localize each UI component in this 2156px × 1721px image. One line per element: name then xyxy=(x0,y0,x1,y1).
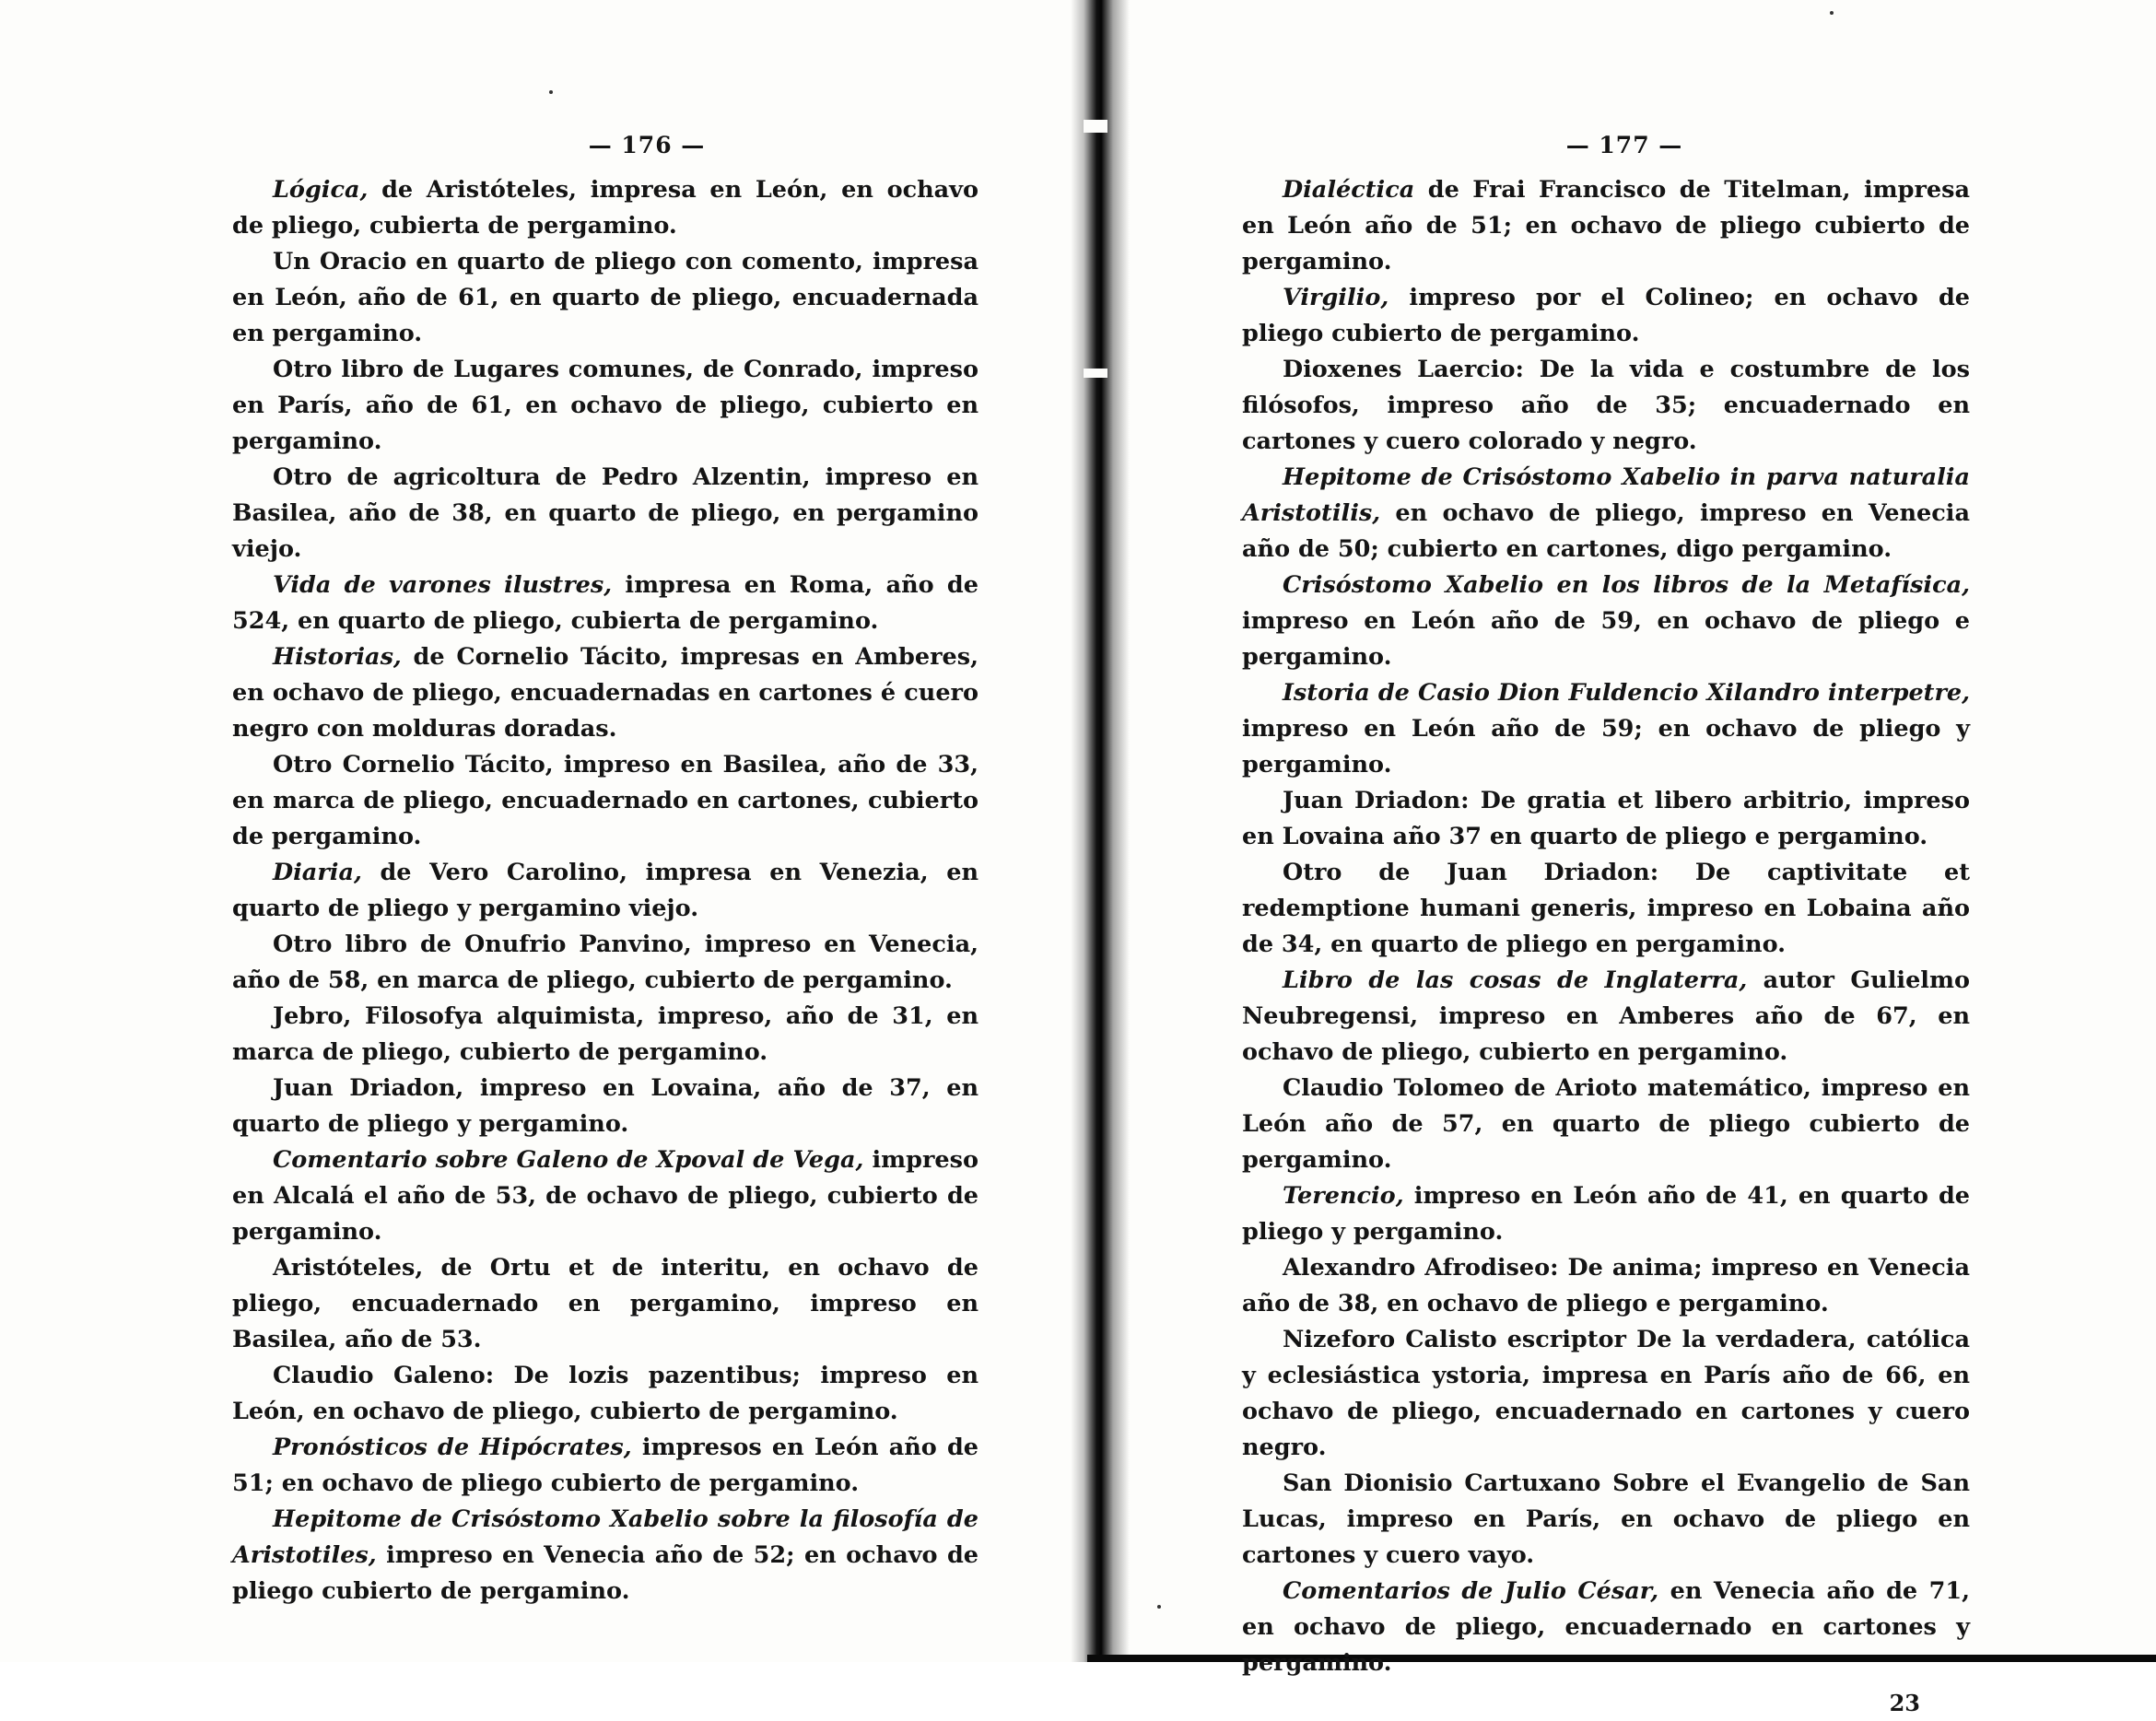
entry-text: Claudio Galeno: De lozis pazentibus; impreso en León, en ochavo de pliego, cubierto de pergamino. xyxy=(232,1362,978,1425)
catalog-entry xyxy=(232,1250,978,1358)
entry-text: Juan Driadon, impreso en Lovaina, año de 37, en quarto de pliego y pergamino. xyxy=(232,1074,978,1138)
page-number: — 177 — xyxy=(1565,132,1683,158)
catalog-entry xyxy=(232,568,978,639)
catalog-entry xyxy=(1242,280,1970,352)
entry-title: Historias, xyxy=(273,643,402,671)
catalog-entry xyxy=(1242,352,1970,460)
catalog-entry xyxy=(232,1430,978,1502)
entry-text: Otro de Juan Driadon: De captivitate et redemptione humani generis, impreso en Lobaina año de 34, en quarto de pliego en pergamino. xyxy=(1242,859,1970,958)
catalog-entry xyxy=(1242,1466,1970,1574)
gutter-notch xyxy=(1084,120,1107,133)
catalog-entry xyxy=(1242,1071,1970,1178)
entry-text: en ochavo de pliego, impreso en Venecia año de 50; cubierto en cartones, digo pergamino. xyxy=(1242,499,1970,563)
catalog-entry xyxy=(1242,172,1970,280)
catalog-entry xyxy=(232,352,978,460)
entry-text: impresos en León año de 51; en ochavo de pliego cubierto de pergamino. xyxy=(232,1434,979,1497)
catalog-entry xyxy=(232,999,978,1071)
entry-title: Vida de varones ilustres, xyxy=(273,571,613,599)
entry-text: en Venecia año de 71, en ochavo de pliego, encuadernado en cartones y pergamino. xyxy=(1242,1577,1970,1677)
catalog-entry xyxy=(232,172,978,244)
entry-title: Virgilio, xyxy=(1283,284,1389,311)
entry-text: impreso por el Colineo; en ochavo de pliego cubierto de pergamino. xyxy=(1242,284,1970,347)
entry-text: Otro de agricoltura de Pedro Alzentin, impreso en Basilea, año de 38, en quarto de pliego, en pergamino viejo. xyxy=(232,463,978,563)
entry-text: impreso en Alcalá el año de 53, de ochavo de pliego, cubierto de pergamino. xyxy=(232,1146,979,1246)
catalog-entry xyxy=(1242,783,1970,855)
book-gutter xyxy=(1071,0,1130,1662)
catalog-entry xyxy=(1242,855,1970,963)
entry-text: Otro Cornelio Tácito, impreso en Basilea, año de 33, en marca de pliego, encuadernado en cartones, cubierto de pergamino. xyxy=(232,751,978,850)
paper-speck xyxy=(1830,11,1834,15)
catalog-entry xyxy=(1242,568,1970,675)
entry-text: de Vero Carolino, impresa en Venezia, en quarto de pliego y pergamino viejo. xyxy=(232,859,978,922)
entry-text: Alexandro Afrodiseo: De anima; impreso en Venecia año de 38, en ochavo de pliego e pergamino. xyxy=(1242,1254,1970,1317)
entry-title: Hepitome de Crisóstomo Xabelio sobre la filosofía de Aristotiles, xyxy=(232,1505,978,1569)
right-page xyxy=(1242,127,1970,1721)
entry-title: Dialéctica xyxy=(1283,176,1415,204)
catalog-entry xyxy=(1242,460,1970,568)
page-number: — 176 — xyxy=(588,132,706,158)
entry-text: Aristóteles, de Ortu et de interitu, en ochavo de pliego, encuadernado en pergamino, impreso en Basilea, año de 53. xyxy=(232,1254,978,1353)
entry-title: Lógica, xyxy=(273,176,369,204)
catalog-entry xyxy=(232,927,978,999)
entry-text: Un Oracio en quarto de pliego con comento, impresa en León, año de 61, en quarto de pliego, encuadernada en pergamino. xyxy=(232,248,978,347)
entry-text: de Cornelio Tácito, impresas en Amberes, en ochavo de pliego, encuadernadas en cartones é cuero negro con molduras doradas. xyxy=(232,643,978,743)
catalog-entry xyxy=(232,460,978,568)
entry-title: Diaria, xyxy=(273,859,362,886)
catalog-entry xyxy=(232,1358,978,1430)
entry-title: Crisóstomo Xabelio en los libros de la Metafísica, xyxy=(1283,571,1970,599)
catalog-entry xyxy=(232,1142,978,1250)
entry-text: Otro libro de Onufrio Panvino, impreso en Venecia, año de 58, en marca de pliego, cubierto de pergamino. xyxy=(232,931,978,994)
entry-text: Jebro, Filosofya alquimista, impreso, año de 31, en marca de pliego, cubierto de pergamino. xyxy=(232,1002,978,1066)
catalog-entry xyxy=(232,1502,978,1610)
catalog-entry xyxy=(232,855,978,927)
signature-mark: 23 xyxy=(1889,1690,1920,1716)
entry-text: impreso en León año de 59, en ochavo de pliego e pergamino. xyxy=(1242,607,1970,671)
paper-speck xyxy=(1157,1605,1161,1609)
entry-text: Juan Driadon: De gratia et libero arbitrio, impreso en Lovaina año 37 en quarto de pliego e pergamino. xyxy=(1242,787,1970,850)
entry-text: Nizeforo Calisto escriptor De la verdadera, católica y eclesiástica ystoria, impresa en París año de 66, en ochavo de pliego, encuadernado en cartones y cuero negro. xyxy=(1242,1326,1970,1461)
entry-text: impreso en León año de 41, en quarto de pliego y pergamino. xyxy=(1242,1182,1970,1246)
entry-title: Hepitome de Crisóstomo Xabelio in parva naturalia Aristotilis, xyxy=(1242,463,1970,527)
entry-text: autor Gulielmo Neubregensi, impreso en Amberes año de 67, en ochavo de pliego, cubierto en pergamino. xyxy=(1242,966,1970,1066)
catalog-entry xyxy=(232,747,978,855)
entry-text: Otro libro de Lugares comunes, de Conrado, impreso en París, año de 61, en ochavo de pliego, cubierto en pergamino. xyxy=(232,356,978,455)
entry-text: de Aristóteles, impresa en León, en ochavo de pliego, cubierta de pergamino. xyxy=(232,176,978,240)
catalog-entry xyxy=(232,639,978,747)
entry-title: Terencio, xyxy=(1283,1182,1404,1210)
entry-text: impreso en Venecia año de 52; en ochavo de pliego cubierto de pergamino. xyxy=(232,1541,978,1605)
left-page xyxy=(232,127,978,1610)
entry-title: Libro de las cosas de Inglaterra, xyxy=(1283,966,1748,994)
entry-title: Istoria de Casio Dion Fuldencio Xilandro interpetre, xyxy=(1283,679,1970,707)
catalog-entry xyxy=(232,1071,978,1142)
entry-text: de Frai Francisco de Titelman, impresa en León año de 51; en ochavo de pliego cubierto de pergamino. xyxy=(1242,176,1970,275)
entry-title: Comentarios de Julio César, xyxy=(1283,1577,1659,1605)
entry-text: San Dionisio Cartuxano Sobre el Evangelio de San Lucas, impreso en París, en ochavo de pliego en cartones y cuero vayo. xyxy=(1242,1469,1970,1569)
catalog-entry xyxy=(1242,1322,1970,1466)
entry-text: impresa en Roma, año de 524, en quarto de pliego, cubierta de pergamino. xyxy=(232,571,978,635)
paper-speck xyxy=(549,90,553,94)
catalog-entry xyxy=(1242,1178,1970,1250)
catalog-entry xyxy=(232,244,978,352)
gutter-notch xyxy=(1084,369,1107,378)
catalog-entry xyxy=(1242,1250,1970,1322)
entry-text: Claudio Tolomeo de Arioto matemático, impreso en León año de 57, en quarto de pliego cubierto de pergamino. xyxy=(1242,1074,1970,1174)
entry-title: Comentario sobre Galeno de Xpoval de Vega, xyxy=(273,1146,864,1174)
catalog-entry xyxy=(1242,675,1970,783)
catalog-entry xyxy=(1242,1574,1970,1681)
entry-text: Dioxenes Laercio: De la vida e costumbre de los filósofos, impreso año de 35; encuadernado en cartones y cuero colorado y negro. xyxy=(1242,356,1970,455)
entry-title: Pronósticos de Hipócrates, xyxy=(273,1434,632,1461)
entry-text: impreso en León año de 59; en ochavo de pliego y pergamino. xyxy=(1242,715,1970,779)
catalog-entry xyxy=(1242,963,1970,1071)
